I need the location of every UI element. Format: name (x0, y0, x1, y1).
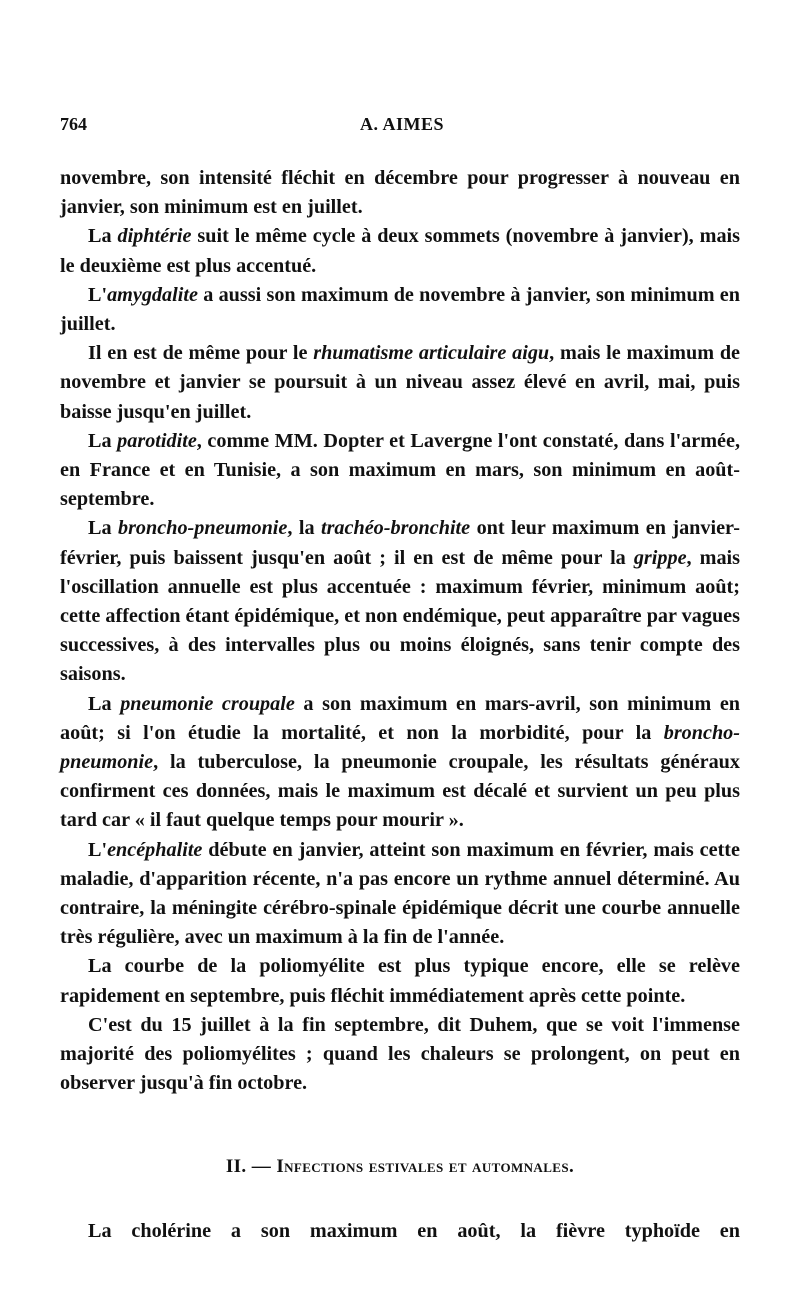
italic-term: trachéo-bronchite (320, 517, 471, 540)
text-run: , comme MM. Dopter et Lavergne l'ont constaté, dans l'armée, en France et en Tunisie, a son maximum en mars, son minimum en août-septembre. (60, 429, 741, 511)
paragraph (60, 281, 740, 339)
italic-term: rhumatisme articulaire aigu (313, 342, 550, 365)
paragraph (60, 427, 740, 515)
section-number: II. (225, 1156, 247, 1177)
text-run: , mais le maximum de novembre et janvier se poursuit à un niveau assez élevé en avril, mai, puis baisse jusqu'en juillet. (60, 342, 741, 423)
text-run: , la tuberculose, la pneumonie croupale, les résultats généraux confirment ces données, mais le maximum est décalé et survient un peu plus tard car « il faut quelque temps pour mourir ». (60, 751, 740, 832)
paragraph (60, 836, 740, 953)
continuation-line: La cholérine a son maximum en août, la fièvre typhoïde en (88, 1220, 740, 1242)
italic-term: broncho-pneumonie (60, 721, 740, 774)
page-header (60, 114, 740, 144)
text-run: Il en est de même pour le (88, 342, 314, 365)
paragraph (60, 339, 740, 427)
text-run: C'est du 15 juillet à la fin septembre, dit Duhem, que se voit l'immense majorité des poliomyélites ; quand les chaleurs se prolongent, on peut en observer jusqu'à fin octobre. (60, 1013, 740, 1095)
section-dash: — (251, 1156, 272, 1177)
text-run: L' (88, 838, 108, 861)
body-text (60, 164, 740, 1099)
text-run: La (88, 517, 118, 540)
text-run: a son maximum en mars-avril, son minimum en août; si l'on étudie la mortalité, et non la morbidité, pour la (60, 692, 741, 744)
text-run: La (88, 225, 118, 248)
page-number: 764 (60, 114, 87, 134)
paragraph (60, 222, 740, 280)
paragraph (60, 690, 740, 836)
paragraph (60, 164, 740, 222)
text-run: suit le même cycle à deux sommets (novembre à janvier), mais le deuxième est plus accentué. (60, 225, 741, 277)
section-title: Infections estivales et automnales. (276, 1156, 575, 1177)
italic-term: broncho-pneumonie (117, 517, 288, 540)
text-run: La (88, 429, 118, 452)
paragraph (60, 1011, 740, 1099)
italic-term: pneumonie croupale (120, 692, 295, 715)
italic-term: diphtérie (117, 225, 192, 248)
italic-term: encéphalite (107, 838, 203, 861)
text-run: débute en janvier, atteint son maximum en février, mais cette maladie, d'apparition récente, n'a pas encore un rythme annuel déterminé. Au contraire, la méningite cérébro-spinale épidémique décrit une courbe annuelle très régulière, avec un maximum à la fin de l'année. (60, 838, 740, 949)
paragraph (60, 952, 740, 1010)
text-run: La (88, 692, 121, 715)
italic-term: amygdalite (107, 283, 198, 306)
text-run: , la (287, 517, 321, 540)
text-run: , mais l'oscillation annuelle est plus accentuée : maximum février, minimum août; cette affection étant épidémique, et non endémique, peut apparaître par vagues successives, à des intervalles plus ou moins éloignés, sans tenir compte des saisons. (60, 546, 741, 686)
text-run: novembre, son intensité fléchit en décembre pour progresser à nouveau en janvier, son minimum est en juillet. (60, 167, 740, 219)
italic-term: grippe (633, 546, 687, 569)
section-heading (60, 1156, 740, 1178)
text-run: L' (88, 283, 108, 306)
text-run: La courbe de la poliomyélite est plus typique encore, elle se relève rapidement en septembre, puis fléchit immédiatement après cette pointe. (60, 955, 740, 1007)
italic-term: parotidite (117, 429, 197, 452)
text-run: a aussi son maximum de novembre à janvier, son minimum en juillet. (60, 283, 740, 336)
paragraph (60, 514, 740, 689)
running-head: A. AIMES (360, 114, 445, 134)
text-run: ont leur maximum en janvier-février, puis baissent jusqu'en août ; il en est de même pour la (60, 517, 740, 569)
